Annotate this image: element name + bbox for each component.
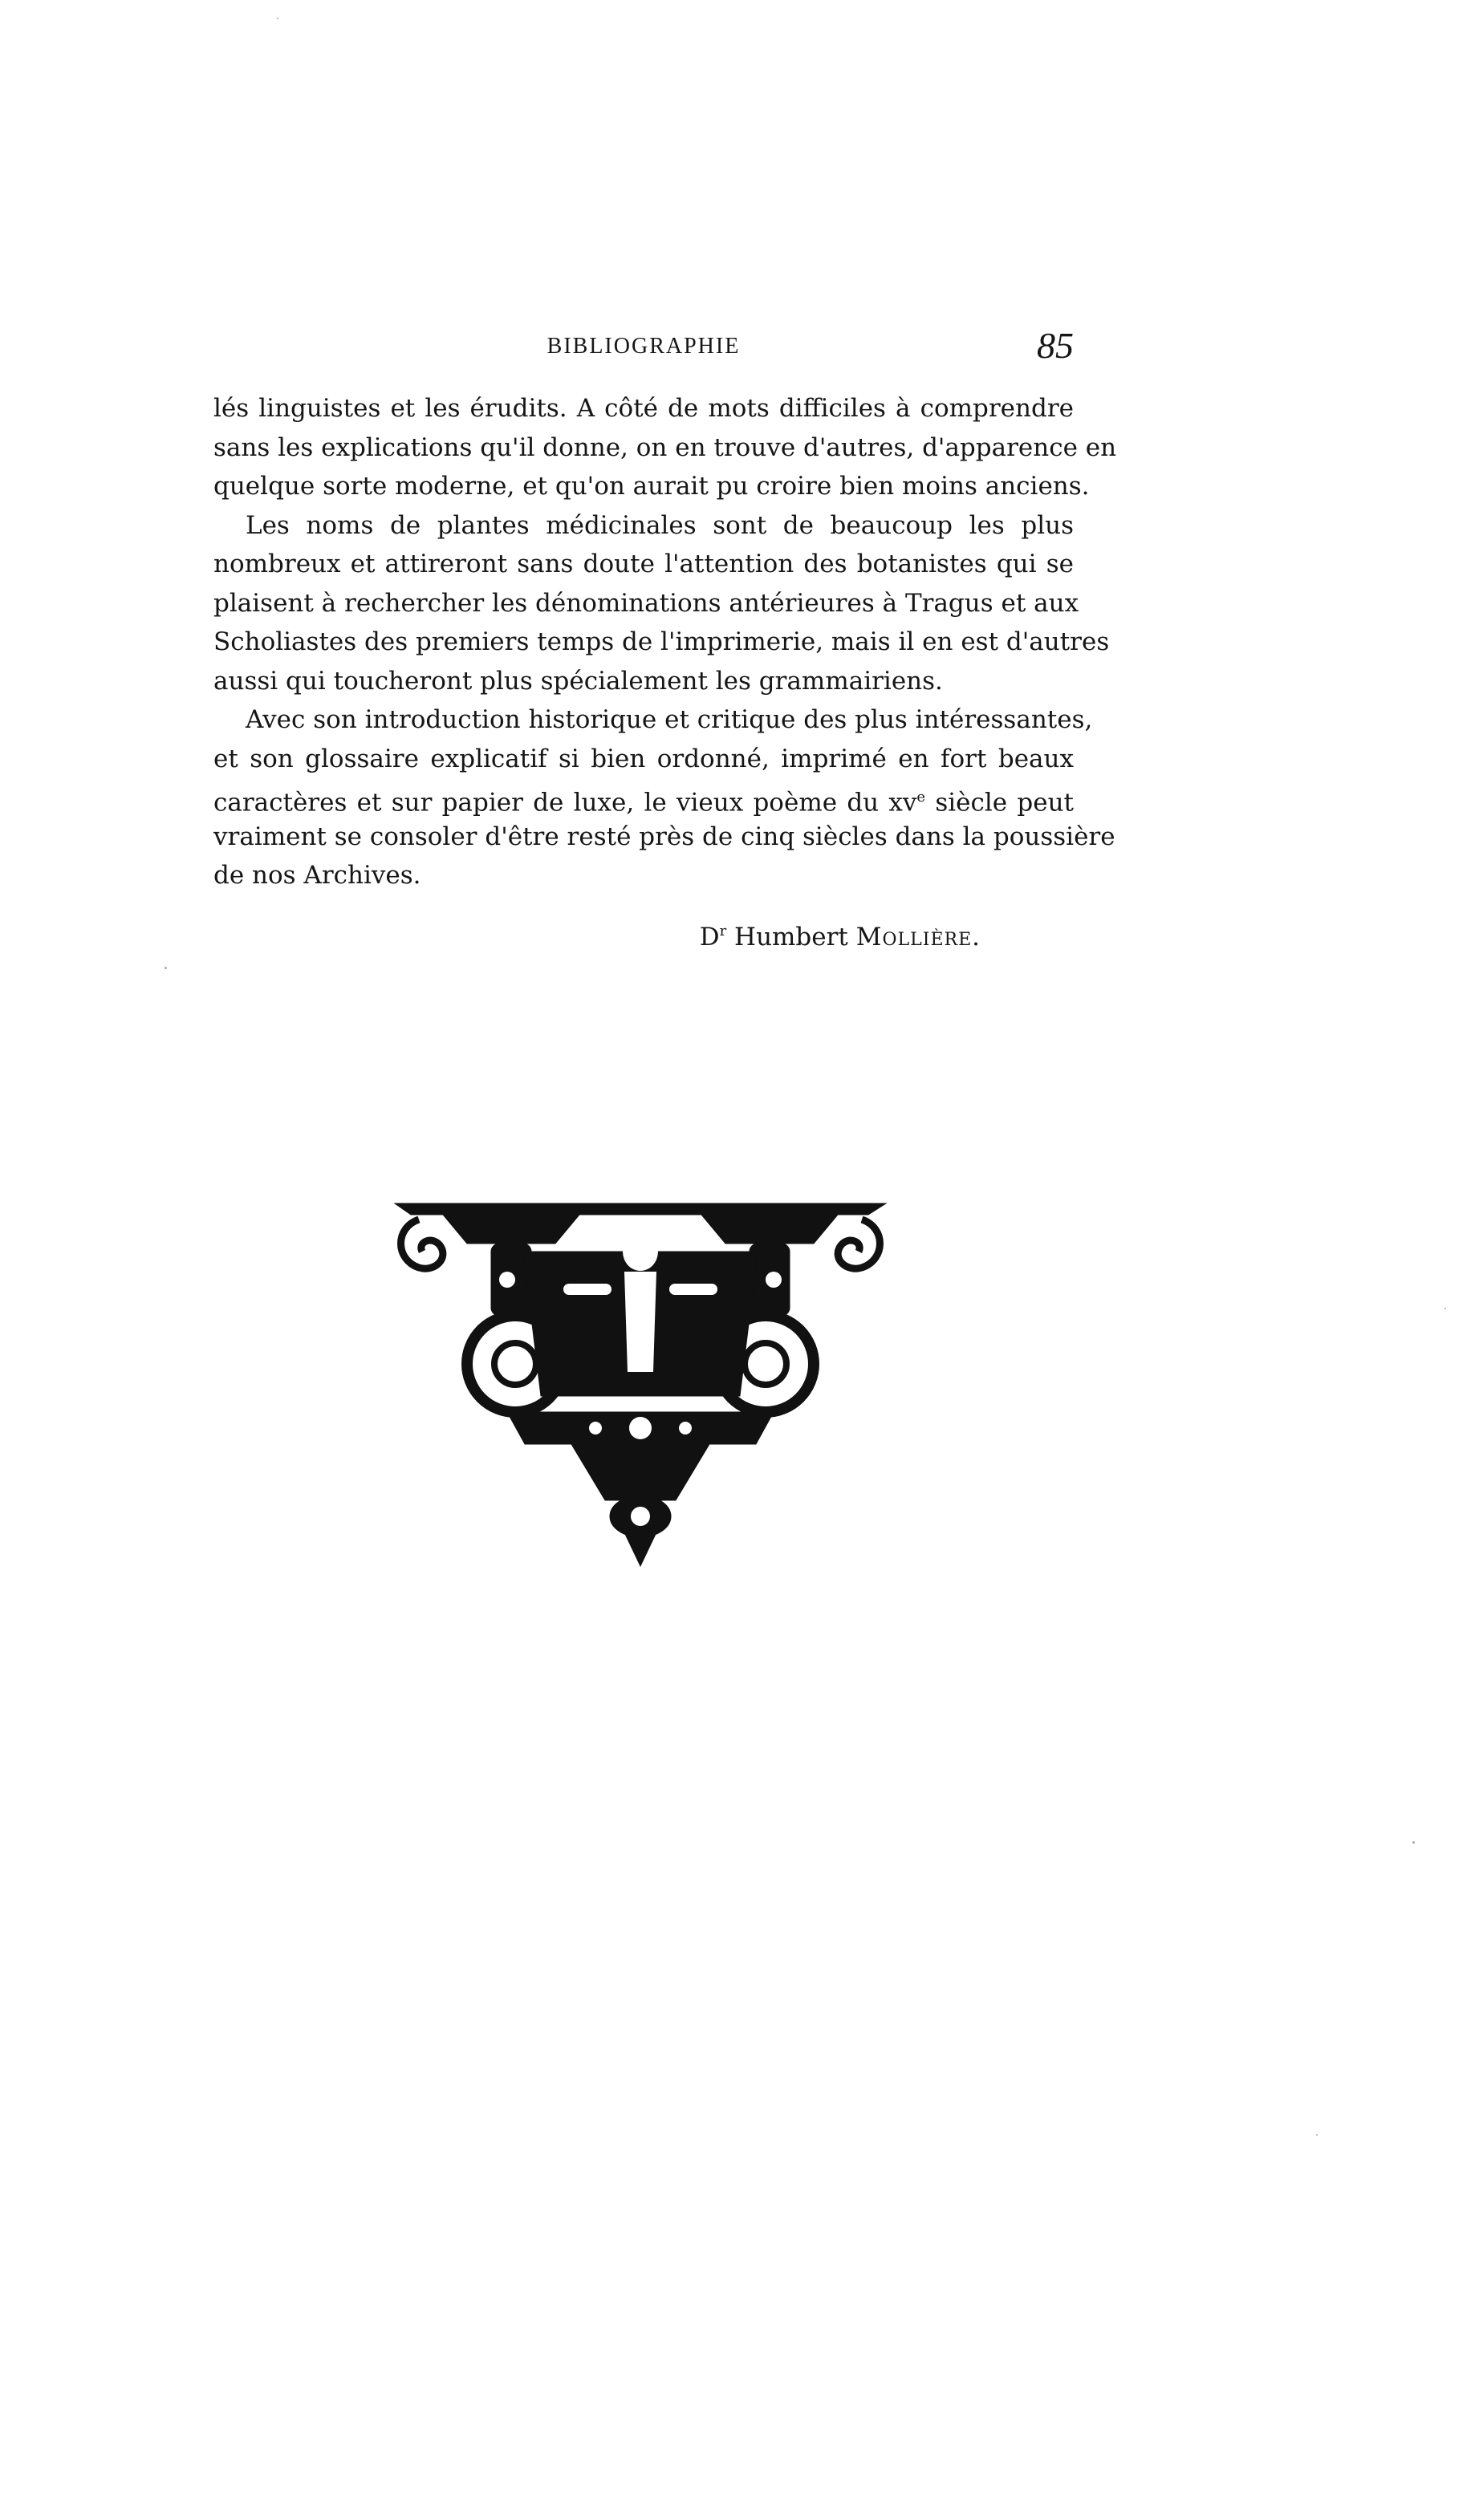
- text-line: quelque sorte moderne, et qu'on aurait pu croire bien moins anciens.: [213, 472, 1090, 501]
- text-line: nombreux et attireront sans doute l'attention des botanistes qui se: [213, 550, 1074, 578]
- text-line-part: caractères et sur papier de luxe, le vieux poème du xv: [213, 788, 917, 818]
- text-line-part: siècle peut: [925, 788, 1074, 818]
- text-line: Scholiastes des premiers temps de l'imprimerie, mais il en est d'autres: [213, 627, 1110, 656]
- paper-speck: [165, 967, 167, 969]
- author-last-name: Mollière.: [855, 923, 981, 952]
- paper-speck: [277, 18, 278, 19]
- author-title-superscript: r: [719, 923, 727, 939]
- author-first-name: Humbert: [734, 923, 848, 952]
- running-head: BIBLIOGRAPHIE: [546, 334, 741, 359]
- author-signature: [700, 923, 981, 952]
- paper-speck: [1412, 1841, 1415, 1844]
- author-title: D: [699, 923, 720, 952]
- text-line: vraiment se consoler d'être resté près de cinq siècles dans la poussière: [213, 822, 1115, 851]
- paper-speck: [1444, 1308, 1446, 1309]
- page-header: [213, 327, 1074, 375]
- text-line: et son glossaire explicatif si bien ordonné, imprimé en fort beaux: [213, 744, 1074, 773]
- decorative-cul-de-lampe-ornament-icon: [387, 1195, 894, 1572]
- text-line: [213, 778, 1074, 818]
- body-text: [213, 389, 1117, 895]
- text-line: Avec son introduction historique et critique des plus intéressantes,: [246, 705, 1093, 734]
- text-line: plaisent à rechercher les dénominations antérieures à Tragus et aux: [213, 588, 1079, 618]
- text-line: sans les explications qu'il donne, on en trouve d'autres, d'apparence en: [213, 432, 1117, 462]
- text-line: lés linguistes et les érudits. A côté de mots difficiles à comprendre: [213, 394, 1074, 423]
- page-number: 85: [1037, 325, 1074, 366]
- century-superscript: e: [916, 789, 926, 806]
- text-line: Les noms de plantes médicinales sont de beaucoup les plus: [246, 510, 1074, 540]
- text-line: aussi qui toucheront plus spécialement les grammairiens.: [213, 666, 943, 696]
- text-line: de nos Archives.: [213, 861, 421, 890]
- paper-speck: [1316, 2134, 1318, 2136]
